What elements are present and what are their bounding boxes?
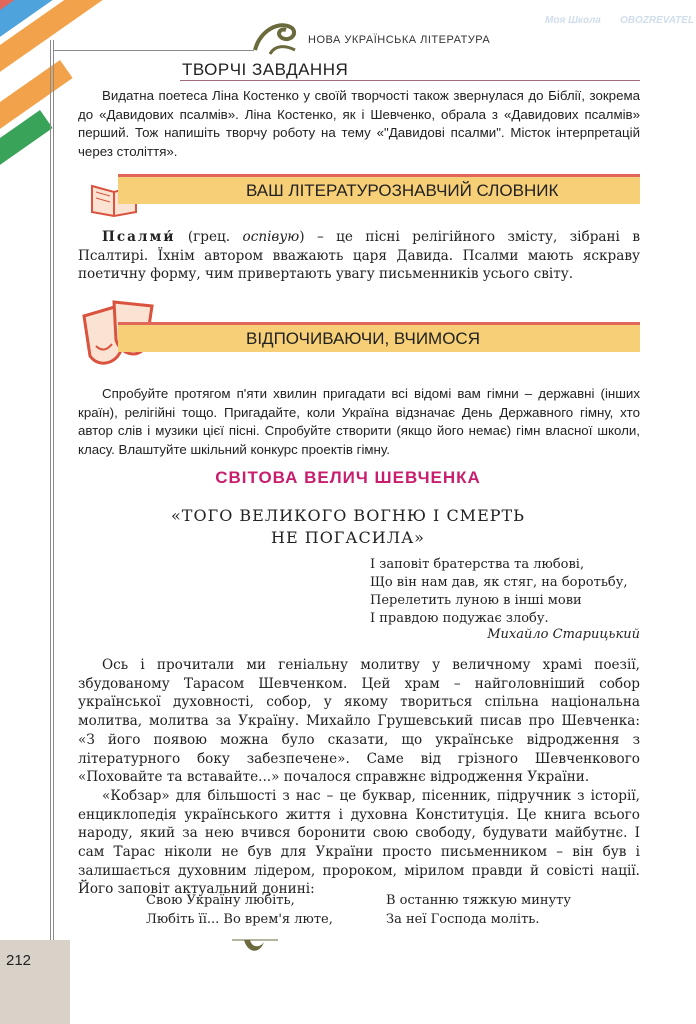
watermark: Моя Школа — [545, 15, 601, 26]
verse-line: За неї Господа моліть. — [386, 911, 540, 927]
origin-prefix: (грец. — [175, 229, 243, 245]
page-number: 212 — [6, 952, 32, 969]
body-paragraph: «Кобзар» для більшості з нас – це буквар, пісенник, підручник з історії, енциклопедія українського життя і духовна Конституція. Це книга всього народу, який за нею вчився боронити свою свободу, будувати майбутнє. І сам Тарас ніколи не був для України просто письменником – він був і залишається духовним лідером, пророком, мірилом правди й совісті нації. Його заповіт актуальний донині: — [78, 787, 640, 898]
term-origin: оспівую — [242, 229, 300, 245]
bottom-ornament-icon — [230, 934, 280, 960]
verse-line: Свою Україну любіть, — [146, 893, 295, 908]
epigraph-line: Перелетить луною в інші мови — [370, 593, 582, 608]
epigraph-line: Що він нам дав, як стяг, на боротьбу, — [370, 575, 628, 590]
verse-line: Любіть її... Во врем'я люте, — [146, 911, 333, 927]
watermark: OBOZREVATEL — [620, 15, 695, 26]
chapter-title: СВІТОВА ВЕЛИЧ ШЕВЧЕНКА — [215, 468, 481, 487]
relax-text: Спробуйте протягом п'яти хвилин пригадати всі відомі вам гімни – державні (інших країн), релігійні тощо. Пригадайте, коли Україна відзначає День Державного гімну, хто автор слів і музики цієї пісні. Спробуйте створити (якщо його немає) гімн власної школи, класу. Влаштуйте шкільний конкурс проектів гімну. — [78, 386, 640, 457]
epigraph-line: І правдою подужає злобу. — [370, 611, 549, 626]
dictionary-banner — [118, 174, 640, 204]
verse-line: В останню тяжкую минуту — [386, 893, 572, 908]
subtitle-line: «ТОГО ВЕЛИКОГО ВОГНЮ І СМЕРТЬ — [171, 506, 525, 525]
chapter-subtitle — [0, 505, 696, 549]
heading-underline — [180, 80, 640, 81]
relax-heading: ВІДПОЧИВАЮЧИ, ВЧИМОСЯ — [246, 329, 480, 348]
header-rule — [54, 50, 254, 51]
subtitle-line: НЕ ПОГАСИЛА» — [271, 528, 425, 547]
creative-tasks-heading: ТВОРЧІ ЗАВДАННЯ — [182, 60, 349, 79]
epigraph-line: І заповіт братерства та любові, — [370, 557, 585, 572]
epigraph — [370, 556, 628, 628]
creative-tasks-text: Видатна поетеса Ліна Костенко у своїй творчості також звернулася до Біблії, зокрема до «Давидових псалмів». Ліна Костенко, як і Шевченко, обрала з «Давидових псалмів» перший. Тож напишіть творчу роботу на тему «"Давидові псалми". Місток інтерпретацій через століття». — [78, 88, 640, 159]
epigraph-author: Михайло Старицький — [487, 627, 640, 642]
relax-banner — [118, 322, 640, 352]
dictionary-entry — [78, 228, 640, 284]
flourish-ornament-icon — [250, 20, 300, 56]
verse-right — [386, 892, 571, 929]
running-header: НОВА УКРАЇНСЬКА ЛІТЕРАТУРА — [308, 34, 491, 46]
term: Псалми́ — [102, 229, 176, 245]
term-definition: ) – це пісні релігійного змісту, зібрані в Псалтирі. Їхнім автором вважають царя Давида. Псалми мають яскраву поетичну форму, чим привертають увагу письменників усього світу. — [78, 229, 640, 283]
verse-left — [146, 892, 333, 929]
body-paragraph: Ось і прочитали ми геніальну молитву у величному храмі поезії, збудованому Тарасом Шевченком. Цей храм – найголовніший собор української духовності, собор, у якому твориться спільна національна молитва, молитва за Україну. Михайло Грушевський писав про Шевченка: «З його появою можна було сказати, що українське відродження з літературного боку забезпечене». Саме від грізного Шевченкового «Поховайте та вставайте...» почалося справжнє відродження України. — [78, 657, 640, 786]
margin-line — [50, 40, 54, 950]
dictionary-heading: ВАШ ЛІТЕРАТУРОЗНАВЧИЙ СЛОВНИК — [246, 181, 559, 200]
